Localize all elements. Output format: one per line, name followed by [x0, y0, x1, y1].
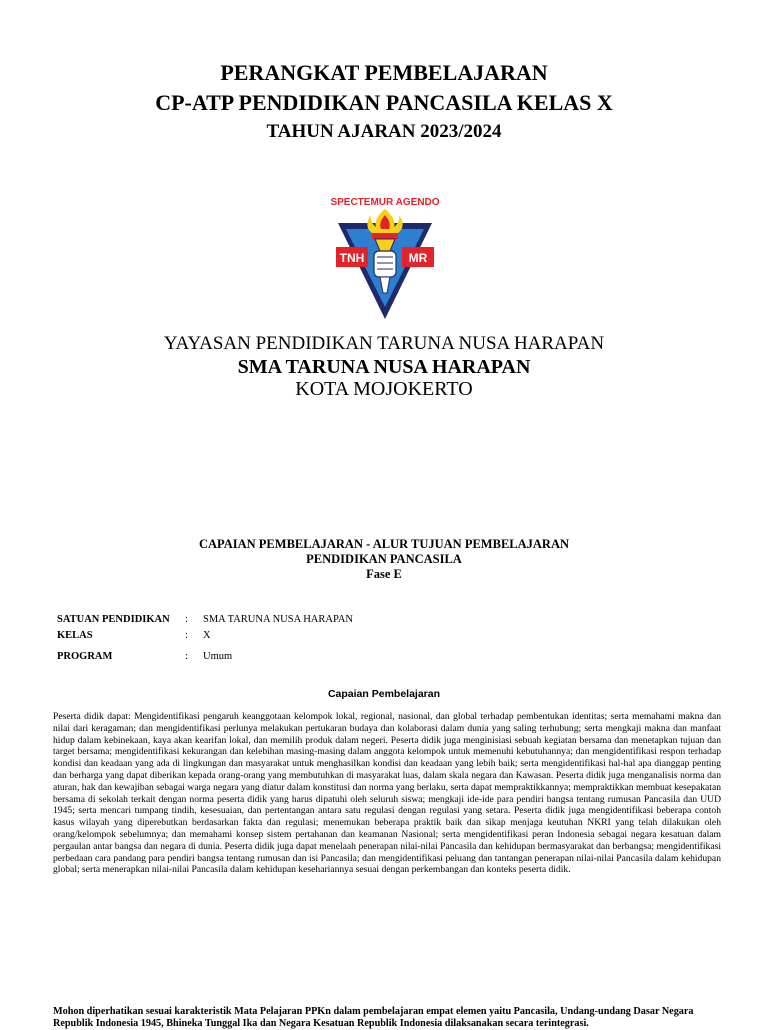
- section-phase: Fase E: [366, 567, 402, 581]
- info-label: SATUAN PENDIDIKAN: [57, 614, 170, 625]
- foundation-name: YAYASAN PENDIDIKAN TARUNA NUSA HARAPAN: [163, 333, 605, 354]
- capaian-paragraph: Peserta didik dapat: Mengidentifikasi pengaruh keanggotaan kelompok lokal, regional, nasional, dan global terhadap pembentukan identitas; serta memahami makna dan nilai dari keragaman; dan mengidentifikasi perlunya melakukan pertukaran budaya dan kolaborasi dalam dunia yang saling terhubung; serta mengkaji makna dan manfaat hidup dalam kebinekaan, kaya akan kearifan lokal, dan memilih produk dalam negeri. Peserta didik juga menginisiasi sebuah kegiatan bersama dan menetapkan tujuan dan target bersama; mengidentifikasi kekurangan dan kelebihan masing-masing dalam anggota kelompok untuk memenuhi kebutuhannya; dan mengidentifikasi respon terhadap kondisi dan keadaan yang ada di lingkungan dan masyarakat untuk menghasilkan kondisi dan keadaan yang lebih baik; serta mengidentifikasi hal-hal apa dianggap penting dan berharga yang dapat diberikan kepada orang-orang yang membutuhkan di masyarakat luas, dalam skala negara dan Kawasan. Peserta didik juga menganalisis norma dan aturan, hak dan kewajiban sebagai warga negara yang diatur dalam konstitusi dan norma yang berlaku, serta dapat mempraktikkannya; mempraktikkan membuat kesepakatan bersama di sekolah terkait dengan norma peserta didik yang harus dipatuhi oleh seluruh siswa; mengkaji ide-ide para pendiri bangsa tentang rumusan Pancasila dan UUD 1945; serta mencari tumpang tindih, kesesuaian, dan pertentangan antara satu regulasi dengan regulasi yang setara. Peserta didik juga mengidentifikasi beberapa contoh kasus wilayah yang diperebutkan berdasarkan fakta dan regulasi; menemukan beberapa praktik baik dan sikap menjaga keutuhan NKRI yang telah dilakukan oleh orang/kelompok sebelumnya; dan memahami konsep sistem pertahanan dan keamanan Nasional; serta mengidentifikasi peran Indonesia sebagai negara kesatuan dalam pergaulan antar bangsa dan negara di dunia. Peserta didik juga dapat menelaah penerapan nilai-nilai Pancasila dan kehidupan bermasyarakat dan berbangsa; mengidentifikasi perbedaan cara pandang para pendiri bangsa tentang rumusan dan isi Pancasila; dan mengidentifikasi peluang dan tantangan penerapan nilai-nilai Pancasila dalam kehidupan global; serta menerapkan nilai-nilai Pancasila dalam kehidupan kesehariannya sesuai dengan perkembangan dan konteks peserta didik.: [53, 711, 721, 876]
- school-logo: [330, 193, 440, 323]
- torch-emblem-icon: [330, 193, 440, 323]
- city-name: KOTA MOJOKERTO: [295, 378, 473, 400]
- info-separator: :: [185, 651, 188, 662]
- info-value: SMA TARUNA NUSA HARAPAN: [203, 614, 353, 625]
- section-heading: CAPAIAN PEMBELAJARAN - ALUR TUJUAN PEMBELAJARAN: [198, 537, 570, 551]
- logo-right-text: MR: [408, 251, 428, 265]
- footer-note: Mohon diperhatikan sesuai karakteristik Mata Pelajaran PPKn dalam pembelajaran empat elemen yaitu Pancasila, Undang-undang Dasar Negara Republik Indonesia 1945, Bhineka Tunggal Ika dan Negara Kesatuan Republik Indonesia dilaksanakan secara terintegrasi.: [53, 1006, 694, 1029]
- info-value: Umum: [203, 651, 233, 662]
- academic-year: TAHUN AJARAN 2023/2024: [266, 121, 502, 142]
- logo-left-text: TNH: [339, 251, 365, 265]
- document-subtitle: CP-ATP PENDIDIKAN PANCASILA KELAS X: [155, 90, 613, 115]
- info-label: PROGRAM: [57, 651, 113, 662]
- capaian-title: Capaian Pembelajaran: [327, 688, 441, 700]
- info-label: KELAS: [57, 630, 93, 641]
- document-title: PERANGKAT PEMBELAJARAN: [220, 60, 548, 85]
- info-separator: :: [185, 614, 188, 625]
- school-name: SMA TARUNA NUSA HARAPAN: [237, 356, 531, 378]
- section-subject: PENDIDIKAN PANCASILA: [306, 552, 462, 566]
- info-separator: :: [185, 630, 188, 641]
- info-value: X: [203, 630, 211, 641]
- logo-motto: SPECTEMUR AGENDO: [330, 197, 440, 208]
